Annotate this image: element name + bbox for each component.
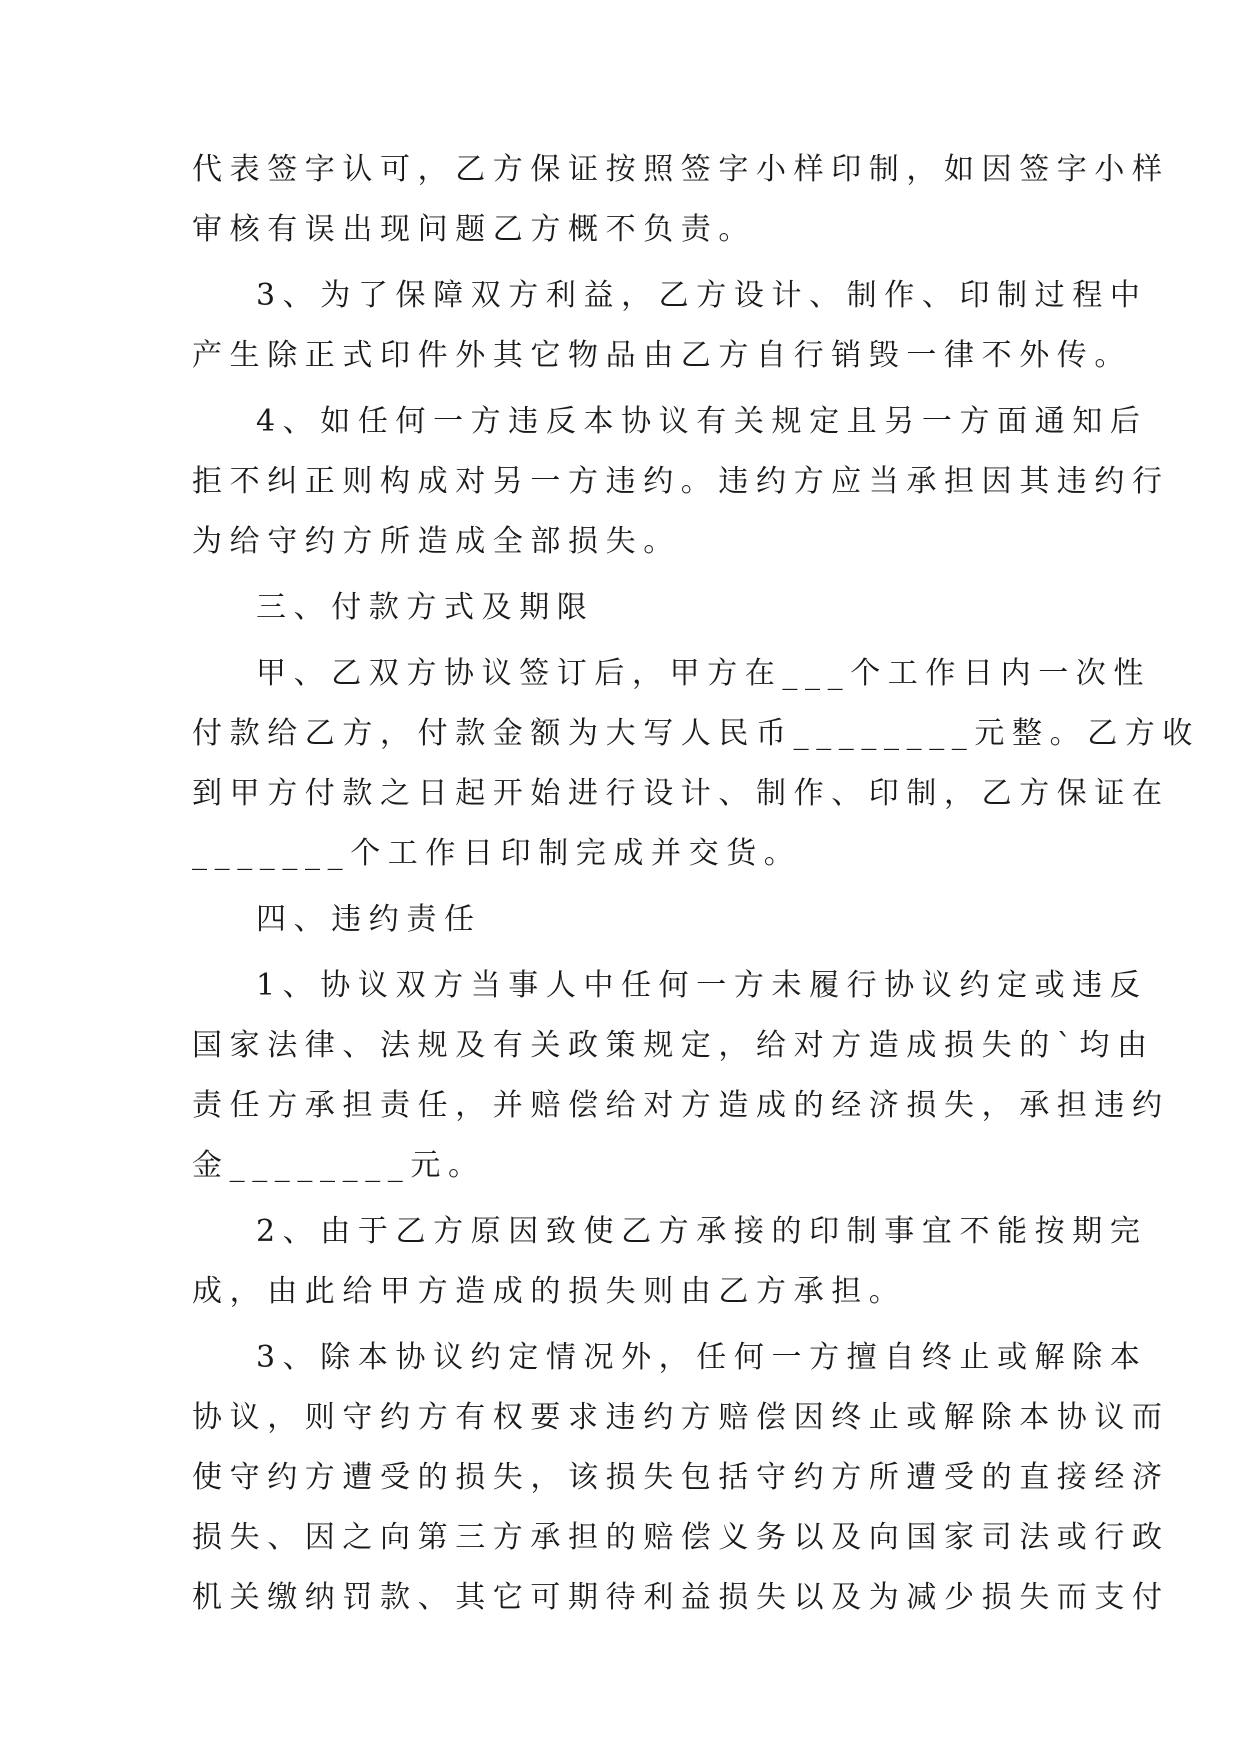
paragraph [192,392,1170,572]
paragraph-line: 甲、乙双方协议签订后，甲方在___个工作日内一次性 [256,656,1151,691]
paragraph [192,1328,1170,1628]
paragraph-line: 责任方承担责任，并赔偿给对方造成的经济损失，承担违约 [192,1088,1170,1123]
paragraph-line: 成，由此给甲方造成的损失则由乙方承担。 [192,1274,907,1309]
paragraph-line: 金________元。 [192,1148,486,1183]
paragraph [192,266,1148,386]
paragraph-line: 拒不纠正则构成对另一方违约。违约方应当承担因其违约行 [192,464,1170,499]
paragraph [192,890,1052,950]
paragraph [192,956,1170,1196]
paragraph-line: 使守约方遭受的损失，该损失包括守约方所遭受的直接经济 [192,1460,1170,1495]
paragraph [192,140,1170,260]
paragraph-line: 3、除本协议约定情况外，任何一方擅自终止或解除本 [256,1340,1148,1375]
paragraph [192,644,1200,884]
paragraph-line: 付款给乙方，付款金额为大写人民币________元整。乙方收 [192,716,1200,751]
paragraph-line: 2、由于乙方原因致使乙方承接的印制事宜不能按期完 [256,1214,1148,1249]
paragraph [192,578,1052,638]
paragraph-line: 机关缴纳罚款、其它可期待利益损失以及为减少损失而支付 [192,1580,1170,1615]
paragraph-line: 协议，则守约方有权要求违约方赔偿因终止或解除本协议而 [192,1400,1170,1435]
paragraph-line: 4、如任何一方违反本协议有关规定且另一方面通知后 [256,404,1148,439]
paragraph-line: _______个工作日印制完成并交货。 [192,836,802,871]
paragraph-line: 三、付款方式及期限 [256,590,595,625]
paragraph-line: 审核有误出现问题乙方概不负责。 [192,212,756,247]
document-page [192,140,1200,1628]
paragraph-line: 为给守约方所造成全部损失。 [192,524,681,559]
paragraph-line: 3、为了保障双方利益，乙方设计、制作、印制过程中 [256,278,1148,313]
paragraph-line: 产生除正式印件外其它物品由乙方自行销毁一律不外传。 [192,338,1132,373]
paragraph-line: 四、违约责任 [256,902,482,937]
paragraph-line: 代表签字认可，乙方保证按照签字小样印制，如因签字小样 [192,152,1170,187]
paragraph [192,1202,1148,1322]
paragraph-line: 损失、因之向第三方承担的赔偿义务以及向国家司法或行政 [192,1520,1170,1555]
paragraph-line: 国家法律、法规及有关政策规定，给对方造成损失的`均由 [192,1028,1155,1063]
paragraph-line: 1、协议双方当事人中任何一方未履行协议约定或违反 [256,968,1148,1003]
paragraph-line: 到甲方付款之日起开始进行设计、制作、印制，乙方保证在 [192,776,1170,811]
